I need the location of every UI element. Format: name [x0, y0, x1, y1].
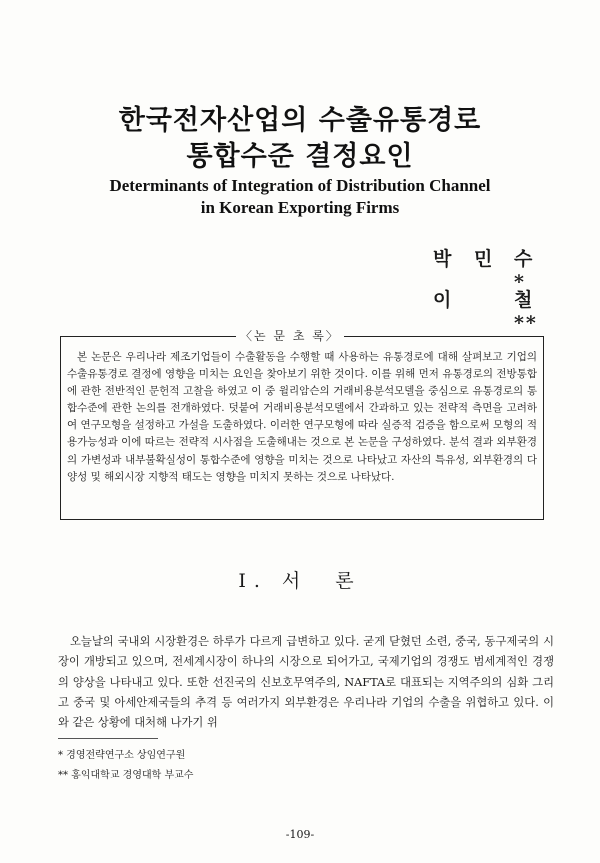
title-korean-line1: 한국전자산업의 수출유통경로	[118, 105, 482, 136]
title-korean-line2: 통합수준 결정요인	[186, 141, 414, 172]
abstract-label: 〈논 문 초 록〉	[236, 327, 344, 344]
author-2-char-2: 철**	[514, 289, 538, 334]
footnote-2: ** 홍익대학교 경영대학 부교수	[58, 770, 194, 781]
title-english-line1: Determinants of Integration of Distribution Channel	[109, 176, 491, 195]
author-2-char-1: 이	[433, 289, 454, 311]
author-1-char-2: 민	[474, 248, 495, 270]
author-1-char-1: 박	[433, 248, 454, 270]
footnote-1: * 경영전략연구소 상임연구원	[58, 750, 186, 761]
title-english-line2: in Korean Exporting Firms	[200, 198, 400, 217]
page-number: -109-	[285, 828, 315, 841]
section-title: I. 서 론	[238, 570, 362, 592]
abstract-text: 본 논문은 우리나라 제조기업들이 수출활동을 수행할 때 사용하는 유통경로에 대해 살펴보고 기업의 수출유통경로 결정에 영향을 미치는 요인을 찾아보기 위한 것이다. 이를 위해 먼저 유통경로의 전방통합에 관한 전반적인 문헌적 고찰을 하였고 이 중 윌리암슨의 거래비용분석모델을 중심으로 유통경로의 통합수준에 관한 논의를 전개하였다. 덧붙여 거래비용분석모델에서 간과하고 있는 전략적 측면을 고려하여 연구모형을 설정하고 가설을 도출하였다. 이러한 연구모형에 따라 실증적 검증을 함으로써 모형의 적용가능성과 이에 따르는 전략적 시사점을 도출해내는 것으로 본 논문을 구성하였다. 분석 결과 외부환경의 가변성과 내부불확실성이 통합수준에 영향을 미치는 것으로 나타났고 자산의 특유성, 외부환경의 다양성 및 해외시장 지향적 태도는 영향을 미치지 못하는 것으로 나타났다.	[67, 351, 537, 483]
footnote-divider	[58, 738, 158, 739]
body-paragraph: 오늘날의 국내외 시장환경은 하루가 다르게 급변하고 있다. 굳게 닫혔던 소련, 중국, 동구제국의 시장이 개방되고 있으며, 전세계시장이 하나의 시장으로 되어가고, 국제기업의 경쟁도 범세계적인 경쟁의 양상을 나타내고 있다. 또한 선진국의 신보호무역주의, NAFTA로 대표되는 지역주의의 심화 그리고 중국 및 아세안제국들의 추격 등 여러가지 외부환경은 우리나라 기업의 수출을 위협하고 있다. 이와 같은 상황에 대처해 나가기 위	[58, 635, 554, 730]
author-1-char-3: 수*	[514, 248, 535, 293]
